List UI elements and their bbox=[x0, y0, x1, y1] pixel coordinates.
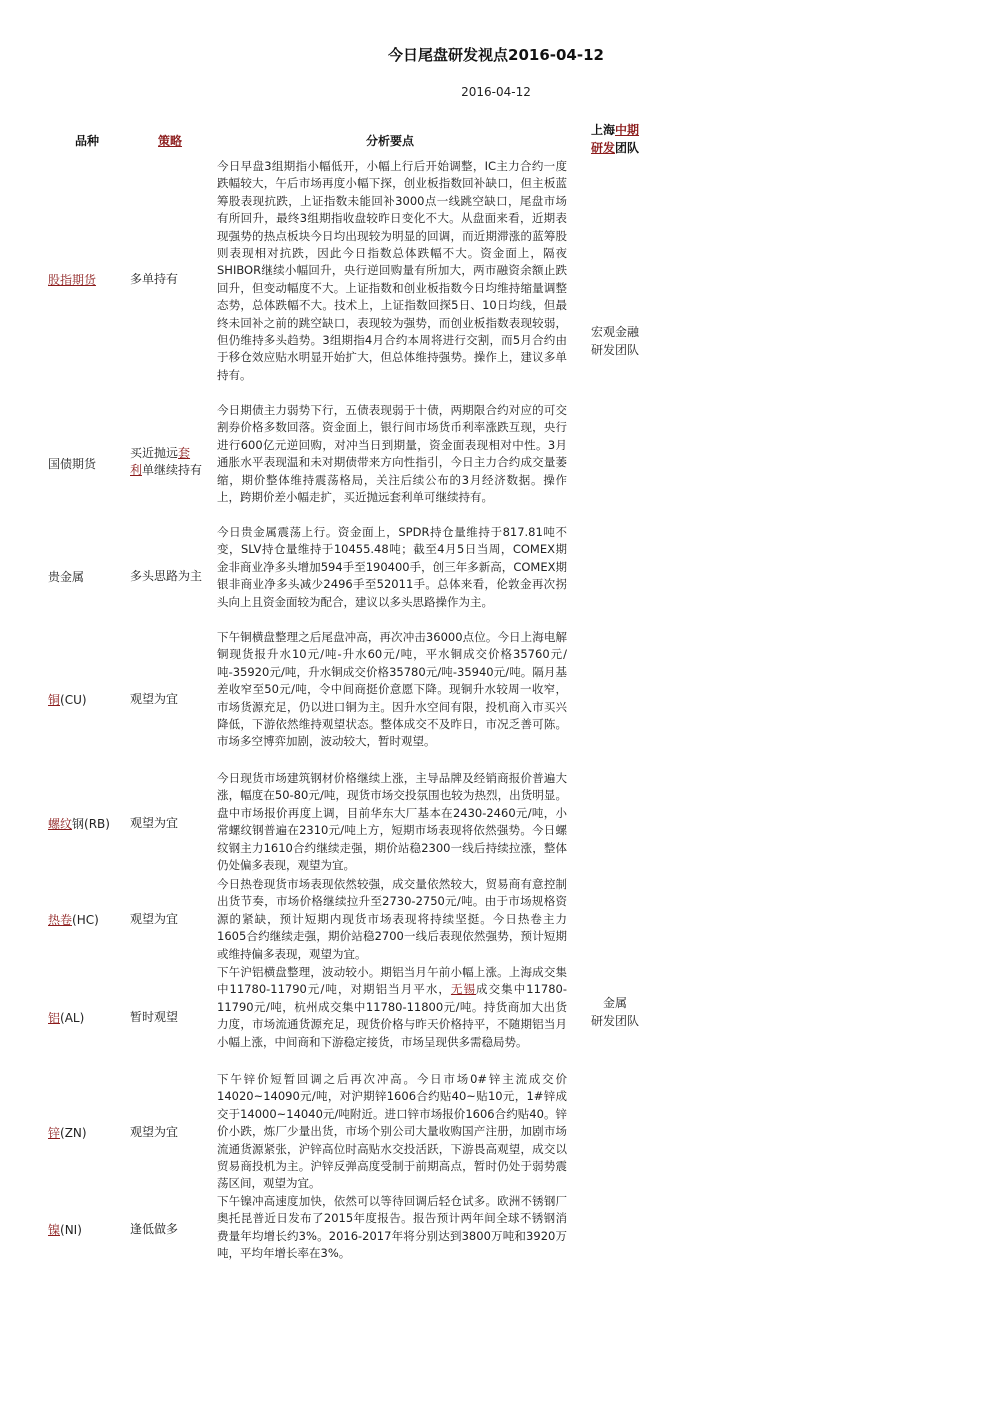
analysis-text: 下午镍冲高速度加快，依然可以等待回调后轻仓试多。欧洲不锈钢厂奥托昆普近日发布了2015年度报告。报告预计两年间全球不锈钢消费量年均增长约3%。2016-2017年将分别达到3800万吨和3920万吨，平均年增长率在3%。 bbox=[217, 1194, 567, 1261]
analysis-text: 今日现货市场建筑钢材价格继续上涨，主导品牌及经销商报价普遍大涨，幅度在50-80元/吨，现货市场交投氛围也较为热烈，出货明显。盘中市场报价再度上调，目前华东大厂基本在2430-2460元/吨，小常螺纹钢普遍在2310元/吨上方，短期市场表现将依然强势。今日螺纹钢主力1610合约继续走强，期价站稳2300一线后持续拉涨，整体仍处偏多表现，观望为宜。 bbox=[217, 771, 567, 873]
analysis-text: 今日期债主力弱势下行，五债表现弱于十债，两期限合约对应的可交割券价格多数回落。资金面上，银行间市场货币利率涨跌互现，央行进行600亿元逆回购，对冲当日到期量，资金面表现相对中性。3月通胀水平表现温和未对期债带来方向性指引，今日主力合约成交量萎缩，期价整体维持震荡格局，关注后续公布的3月经济数据。操作上，跨期价差小幅走扩，买近抛远套利单可继续持有。 bbox=[217, 403, 567, 505]
report-date: 2016-04-12 bbox=[461, 85, 531, 99]
strategy-cell: 观望为宜 bbox=[130, 912, 179, 926]
kind-cell bbox=[48, 271, 96, 288]
team-header-link-yanfa[interactable]: 研发 bbox=[590, 141, 615, 155]
analysis-text: 下午铜横盘整理之后尾盘冲高，再次冲击36000点位。今日上海电解铜现货报升水10元/吨-升水60元/吨，平水铜成交价格35760元/吨-35920元/吨，升水铜成交价格35780元/吨-35940元/吨。隔月基差收窄至50元/吨，令中间商挺价意愿下降。现铜升水较周一收窄，市场货源充足，仍以进口铜为主。因升水空间有限，投机商入市买兴降低，下游依然维持观望状态。整体成交不及昨日，市况乏善可陈。市场多空博弈加剧，波动较大，暂时观望。 bbox=[217, 630, 567, 749]
kind-link[interactable]: 股指期货 bbox=[48, 273, 97, 287]
kind-cell: 贵金属 bbox=[48, 570, 85, 584]
kind-cell: 铜(CU) bbox=[48, 693, 87, 707]
team-macro: 宏观金融 研发团队 bbox=[590, 325, 639, 357]
kind-cell: 锌(ZN) bbox=[48, 1126, 87, 1140]
kind-link[interactable]: 铝 bbox=[48, 1011, 61, 1025]
kind-link[interactable]: 热卷 bbox=[48, 913, 73, 927]
team-header-link-zhongqi[interactable]: 中期 bbox=[615, 123, 640, 137]
strategy-cell: 观望为宜 bbox=[130, 1125, 179, 1139]
column-header-team bbox=[586, 121, 644, 157]
team-header-prefix: 上海 bbox=[590, 123, 615, 137]
strategy-cell: 多单持有 bbox=[130, 272, 179, 286]
kind-link[interactable]: 锌 bbox=[48, 1126, 61, 1140]
kind-cell: 螺纹钢(RB) bbox=[48, 817, 110, 831]
analysis-text: 下午沪铝横盘整理，波动较小。期铝当月午前小幅上涨。上海成交集中11780-11790元/吨，对期铝当月平水，无锡成交集中11780-11790元/吨，杭州成交集中11780-11800元/吨。持货商加大出货力度，市场流通货源充足，现货价格与昨天价格持平，不随期铝当月小幅上涨，中间商和下游稳定接货，市场呈现供多需稳局势。 bbox=[217, 965, 567, 1049]
kind-link[interactable]: 镍 bbox=[48, 1223, 61, 1237]
page-title: 今日尾盘研发视点2016-04-12 bbox=[388, 46, 604, 64]
column-header-analysis: 分析要点 bbox=[366, 134, 415, 148]
analysis-text: 今日早盘3组期指小幅低开，小幅上行后开始调整，IC主力合约一度跌幅较大，午后市场再度小幅下探，创业板指数回补缺口，但主板蓝筹股表现抗跌，上证指数未能回补3000点一线跳空缺口，尾盘市场有所回升，最终3组期指收盘较昨日变化不大。从盘面来看，近期表现强势的热点板块今日均出现较为明显的回调，而近期滞涨的蓝筹股则表现相对抗跌，因此今日指数总体跌幅不大。资金面上，隔夜SHIBOR继续小幅回升，央行逆回购量有所加大，两市融资余额止跌回升，但变动幅度不大。上证指数和创业板指数今日均维持缩量调整态势，总体跌幅不大。技术上，上证指数回探5日、10日均线，但最终未回补之前的跳空缺口，表现较为强势，而创业板指数表现较弱，但仍维持多头趋势。3组期指4月合约本周将进行交割，而5月合约由于移仓效应贴水明显开始扩大，但总体维持强势。操作上，建议多单持有。 bbox=[217, 159, 567, 382]
analysis-text: 今日热卷现货市场表现依然较强，成交量依然较大，贸易商有意控制出货节奏，市场价格继续拉升至2730-2750元/吨。由于市场规格资源的紧缺，预计短期内现货市场表现将持续坚挺。今日热卷主力1605合约继续走强，期价站稳2700一线后表现依然强势，预计短期或维持偏多表现，观望为宜。 bbox=[217, 877, 567, 961]
kind-link[interactable]: 螺纹 bbox=[48, 817, 73, 831]
column-header-strategy-link[interactable]: 策略 bbox=[158, 134, 183, 148]
kind-cell: 国债期货 bbox=[48, 457, 97, 471]
analysis-text: 今日贵金属震荡上行。资金面上，SPDR持仓量维持于817.81吨不变，SLV持仓量维持于10455.48吨；截至4月5日当周，COMEX期金非商业净多头增加594手至190400手，创三年多新高，COMEX期银非商业净多头减少2496手至52011手。总体来看，伦敦金再次拐头向上且资金面较为配合，建议以多头思路操作为主。 bbox=[217, 525, 567, 609]
team-metal: 金属 研发团队 bbox=[590, 996, 639, 1028]
strategy-cell: 暂时观望 bbox=[130, 1010, 179, 1024]
kind-cell: 热卷(HC) bbox=[48, 913, 99, 927]
strategy-link[interactable]: 套 bbox=[178, 446, 191, 460]
kind-cell: 镍(NI) bbox=[48, 1223, 82, 1237]
kind-cell: 铝(AL) bbox=[48, 1011, 85, 1025]
team-header-suffix: 团队 bbox=[615, 141, 640, 155]
column-header-kind: 品种 bbox=[75, 134, 100, 148]
strategy-cell: 买近抛远套 利单继续持有 bbox=[130, 446, 203, 477]
strategy-cell: 观望为宜 bbox=[130, 816, 179, 830]
strategy-cell: 多头思路为主 bbox=[130, 569, 203, 583]
strategy-cell: 观望为宜 bbox=[130, 692, 179, 706]
analysis-text: 下午锌价短暂回调之后再次冲高。今日市场0#锌主流成交价14020~14090元/吨，对沪期锌1606合约贴40~贴10元，1#锌成交于14000~14040元/吨附近。进口锌市场报价1606合约贴40。锌价小跌，炼厂少量出货，市场个别公司大量收购国产注册，加剧市场流通货源紧张，沪锌高位时高贴水交投活跃，下游畏高观望，成交以贸易商投机为主。沪锌反弹高度受制于前期高点，暂时仍处于弱势震荡区间，观望为宜。 bbox=[217, 1072, 567, 1191]
analysis-link-wuxi[interactable]: 无锡 bbox=[450, 982, 477, 997]
kind-link[interactable]: 铜 bbox=[48, 693, 61, 707]
strategy-cell: 逢低做多 bbox=[130, 1222, 179, 1236]
strategy-link[interactable]: 利 bbox=[130, 463, 143, 477]
